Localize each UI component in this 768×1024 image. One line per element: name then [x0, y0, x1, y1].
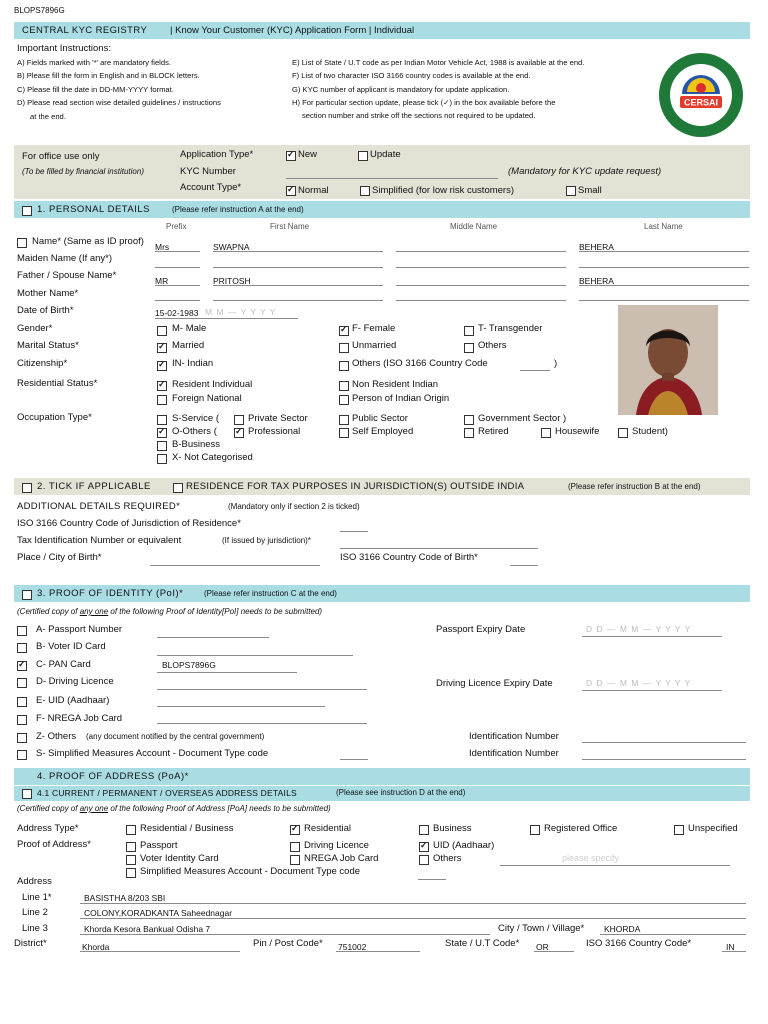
account-type-label: Account Type* [180, 182, 242, 193]
resident-individual-label: Resident Individual [172, 379, 253, 390]
instruction-h-cont: section number and strike off the sections not required to be updated. [302, 111, 536, 120]
please-specify-hint: please specify [562, 853, 620, 863]
country-code-label: ISO 3166 Country Code* [586, 938, 692, 949]
nrega-field[interactable] [157, 723, 367, 724]
poa-others-label: Others [433, 853, 462, 864]
section1-note: (Please refer instruction A at the end) [172, 205, 304, 214]
instruction-d-cont: at the end. [30, 112, 66, 121]
district-field[interactable] [80, 951, 240, 952]
passport-expiry-label: Passport Expiry Date [436, 624, 526, 635]
passport-expiry-field[interactable] [582, 636, 722, 637]
iso-birth-label: ISO 3166 Country Code of Birth* [340, 552, 478, 563]
line3-label: Line 3 [22, 923, 48, 934]
header-title: CENTRAL KYC REGISTRY [22, 25, 148, 36]
father-first-field[interactable] [213, 285, 383, 286]
citizenship-country-code-field[interactable] [520, 370, 550, 371]
name-first: SWAPNA [213, 242, 250, 252]
pio-checkbox[interactable] [339, 395, 349, 405]
pin-value: 751002 [338, 942, 367, 952]
line1-field[interactable] [80, 903, 746, 904]
city-field[interactable] [600, 934, 746, 935]
not-categorised-label: X- Not Categorised [172, 452, 253, 463]
line1-value: BASISTHA 8/203 SBI [84, 893, 166, 903]
unspecified-checkbox[interactable] [674, 825, 684, 835]
registered-office-checkbox[interactable] [530, 825, 540, 835]
self-employed-label: Self Employed [352, 426, 414, 437]
pin-label: Pin / Post Code* [253, 938, 323, 949]
poa-cert-note-end: of the following Proof of Address [PoA] needs to be submitted) [110, 804, 331, 813]
citizenship-others-checkbox[interactable] [339, 361, 349, 371]
father-prefix-field[interactable] [155, 285, 200, 286]
housewife-label: Housewife [555, 426, 600, 437]
section1-checkbox[interactable] [22, 206, 32, 216]
z-identification-number-label: Identification Number [469, 731, 559, 742]
office-use-sublabel: (To be filled by financial institution) [22, 167, 144, 176]
occupation-type-label: Occupation Type* [17, 412, 92, 423]
district-value: Khorda [82, 942, 110, 952]
pan-label: C- PAN Card [36, 659, 91, 670]
form-code: BLOPS7896G [14, 6, 65, 15]
s-identification-number-field[interactable] [582, 759, 746, 760]
iso-jurisdiction-field[interactable] [340, 531, 368, 532]
name-middle-field[interactable] [396, 251, 566, 252]
father-prefix: MR [155, 276, 169, 286]
instruction-e: E) List of State / U.T code as per Indian Motor Vehicle Act, 1988 is available at the end. [292, 58, 585, 67]
marital-others-checkbox[interactable] [464, 343, 474, 353]
father-name-label: Father / Spouse Name* [17, 270, 117, 281]
father-last-field[interactable] [579, 285, 749, 286]
iso-jurisdiction-label: ISO 3166 Country Code of Jurisdiction of Residence* [17, 518, 241, 529]
section4-1-checkbox[interactable] [22, 789, 32, 799]
nrega-checkbox[interactable] [17, 715, 27, 725]
address-type-label: Address Type* [17, 823, 79, 834]
business-label: B-Business [172, 439, 221, 450]
instruction-b: B) Please fill the form in English and in BLOCK letters. [17, 71, 200, 80]
city-value: KHORDA [604, 924, 641, 934]
resident-individual-checkbox[interactable] [157, 381, 167, 391]
registered-office-label: Registered Office [544, 823, 618, 834]
poa-uid-checkbox[interactable] [419, 842, 429, 852]
indian-checkbox[interactable] [157, 361, 167, 371]
z-others-checkbox[interactable] [17, 733, 27, 743]
unmarried-label: Unmarried [352, 340, 397, 351]
name-prefix-field[interactable] [155, 251, 200, 252]
student-label: Student) [632, 426, 668, 437]
female-label: F- Female [352, 323, 396, 334]
poa-driving-checkbox[interactable] [290, 842, 300, 852]
poi-cert-note-start: (Certified copy of [17, 607, 78, 616]
pio-label: Person of Indian Origin [352, 393, 450, 404]
col-last-name: Last Name [644, 222, 683, 231]
professional-checkbox[interactable] [234, 428, 244, 438]
o-others-checkbox[interactable] [157, 428, 167, 438]
tin-note: (If issued by jurisdiction)* [222, 536, 311, 545]
female-checkbox[interactable] [339, 326, 349, 336]
public-sector-checkbox[interactable] [339, 415, 349, 425]
retired-checkbox[interactable] [464, 428, 474, 438]
instruction-f: F) List of two character ISO 3166 country codes is available at the end. [292, 71, 531, 80]
place-of-birth-field[interactable] [150, 565, 320, 566]
state-value: OR [536, 942, 549, 952]
poa-nrega-label: NREGA Job Card [304, 853, 379, 864]
section3-checkbox[interactable] [22, 590, 32, 600]
driving-licence-checkbox[interactable] [17, 678, 27, 688]
housewife-checkbox[interactable] [541, 428, 551, 438]
cersai-logo-icon [658, 52, 744, 138]
nri-label: Non Resident Indian [352, 379, 439, 390]
poa-passport-label: Passport [140, 840, 178, 851]
name-last: BEHERA [579, 242, 614, 252]
instruction-a: A) Fields marked with '*' are mandatory fields. [17, 58, 171, 67]
section4-1-note: (Please see instruction D at the end) [336, 788, 466, 797]
father-middle-field[interactable] [396, 285, 566, 286]
update-checkbox[interactable] [358, 151, 368, 161]
simplified-poi-code-field[interactable] [340, 759, 368, 760]
driving-licence-field[interactable] [157, 689, 367, 690]
father-last: BEHERA [579, 276, 614, 286]
col-first-name: First Name [270, 222, 310, 231]
residential-business-checkbox[interactable] [126, 825, 136, 835]
poa-voter-label: Voter Identity Card [140, 853, 219, 864]
private-sector-checkbox[interactable] [234, 415, 244, 425]
name-label: Name* (Same as ID proof) [32, 236, 144, 247]
residential-checkbox[interactable] [290, 825, 300, 835]
business-checkbox[interactable] [157, 441, 167, 451]
applicant-photo [618, 305, 718, 415]
section4-1-title: 4.1 CURRENT / PERMANENT / OVERSEAS ADDRESS DETAILS [37, 788, 297, 798]
passport-expiry-hint: D D — M M — Y Y Y Y [586, 624, 692, 634]
mother-last-field[interactable] [579, 300, 749, 301]
married-checkbox[interactable] [157, 343, 167, 353]
line2-label: Line 2 [22, 907, 48, 918]
name-prefix: Mrs [155, 242, 170, 252]
s-identification-number-label: Identification Number [469, 748, 559, 759]
unmarried-checkbox[interactable] [339, 343, 349, 353]
office-use-label: For office use only [22, 151, 100, 162]
male-label: M- Male [172, 323, 207, 334]
section1-title: 1. PERSONAL DETAILS [37, 204, 150, 215]
foreign-national-checkbox[interactable] [157, 395, 167, 405]
section4-title: 4. PROOF OF ADDRESS (PoA)* [37, 771, 189, 782]
marital-status-label: Marital Status* [17, 340, 79, 351]
passport-label: A- Passport Number [36, 624, 123, 635]
self-employed-checkbox[interactable] [339, 428, 349, 438]
male-checkbox[interactable] [157, 326, 167, 336]
line3-value: Khorda Kesora Bankual Odisha 7 [84, 924, 211, 934]
address-business-checkbox[interactable] [419, 825, 429, 835]
mother-middle-field[interactable] [396, 300, 566, 301]
poa-simplified-checkbox[interactable] [126, 868, 136, 878]
voter-id-label: B- Voter ID Card [36, 641, 106, 652]
normal-label: Normal [298, 185, 329, 196]
mother-first-field[interactable] [213, 300, 383, 301]
z-others-label: Z- Others [36, 731, 77, 742]
private-sector-label: Private Sector [248, 413, 308, 424]
dob-value: 15-02-1983 [155, 308, 199, 318]
nri-checkbox[interactable] [339, 381, 349, 391]
kyc-number-field[interactable] [286, 178, 498, 179]
gender-label: Gender* [17, 323, 53, 334]
s-service-label: S-Service ( [172, 413, 219, 424]
dl-expiry-hint: D D — M M — Y Y Y Y [586, 678, 692, 688]
residential-status-label: Residential Status* [17, 378, 98, 389]
transgender-label: T- Transgender [478, 323, 543, 334]
residential-label: Residential [304, 823, 351, 834]
passport-number-field[interactable] [157, 637, 269, 638]
col-middle-name: Middle Name [450, 222, 498, 231]
poa-driving-label: Driving Licence [304, 840, 369, 851]
line2-value: COLONY,KORADKANTA Saheednagar [84, 908, 233, 918]
city-label: City / Town / Village* [498, 923, 585, 934]
pin-field[interactable] [336, 951, 420, 952]
uid-label: E- UID (Aadhaar) [36, 695, 110, 706]
citizenship-label: Citizenship* [17, 358, 68, 369]
simplified-label: Simplified (for low risk customers) [372, 185, 514, 196]
voter-id-checkbox[interactable] [17, 643, 27, 653]
application-type-label: Application Type* [180, 149, 254, 160]
mother-prefix-field[interactable] [155, 300, 200, 301]
simplified-poi-label: S- Simplified Measures Account - Document Type code [36, 748, 269, 759]
new-label: New [298, 149, 318, 160]
header-subtitle: | Know Your Customer (KYC) Application Form | Individual [170, 25, 415, 36]
dl-expiry-field[interactable] [582, 690, 722, 691]
not-categorised-checkbox[interactable] [157, 454, 167, 464]
simplified-poi-checkbox[interactable] [17, 750, 27, 760]
pan-field[interactable] [157, 672, 297, 673]
simplified-checkbox[interactable] [360, 186, 370, 196]
professional-label: Professional [248, 426, 301, 437]
address-business-label: Business [433, 823, 472, 834]
section2-note: (Please refer instruction B at the end) [568, 482, 701, 491]
marital-others-label: Others [478, 340, 507, 351]
government-sector-checkbox[interactable] [464, 415, 474, 425]
poi-cert-note-end: of the following Proof of Identity[PoI] needs to be submitted) [110, 607, 323, 616]
married-label: Married [172, 340, 205, 351]
poa-others-field[interactable] [500, 865, 730, 866]
place-of-birth-label: Place / City of Birth* [17, 552, 102, 563]
poa-simplified-label: Simplified Measures Account - Document Type code [140, 866, 361, 877]
dob-label: Date of Birth* [17, 305, 74, 316]
section2-checkbox[interactable] [22, 483, 32, 493]
iso-birth-field[interactable] [510, 565, 538, 566]
tin-field[interactable] [340, 548, 538, 549]
nrega-label: F- NREGA Job Card [36, 713, 123, 724]
dl-expiry-label: Driving Licence Expiry Date [436, 678, 553, 689]
update-label: Update [370, 149, 401, 160]
s-service-checkbox[interactable] [157, 415, 167, 425]
uid-checkbox[interactable] [17, 697, 27, 707]
line3-field[interactable] [80, 934, 490, 935]
uid-field[interactable] [157, 706, 325, 707]
maiden-first-field[interactable] [213, 267, 383, 268]
dob-field[interactable] [155, 318, 298, 319]
name-first-field[interactable] [213, 251, 383, 252]
poi-cert-note [17, 607, 322, 616]
kyc-note: (Mandatory for KYC update request) [508, 166, 662, 177]
instruction-g: G) KYC number of applicant is mandatory for update application. [292, 85, 510, 94]
instruction-h: H) For particular section update, please tick (✓) in the box available before the [292, 98, 556, 107]
line1-label: Line 1* [22, 892, 52, 903]
kyc-number-label: KYC Number [180, 166, 236, 177]
maiden-last-field[interactable] [579, 267, 749, 268]
poa-any-one: any one [79, 804, 109, 813]
citizenship-close-paren: ) [554, 358, 558, 369]
tin-label: Tax Identification Number or equivalent [17, 535, 182, 546]
citizenship-others-label: Others (ISO 3166 Country Code [352, 358, 488, 369]
poa-others-checkbox[interactable] [419, 855, 429, 865]
poa-cert-note [17, 804, 331, 813]
section2-title2: RESIDENCE FOR TAX PURPOSES IN JURISDICTION(S) OUTSIDE INDIA [186, 481, 525, 492]
poa-simplified-code-field[interactable] [418, 879, 446, 880]
section3-note: (Please refer instruction C at the end) [204, 589, 337, 598]
indian-label: IN- Indian [172, 358, 214, 369]
name-checkbox[interactable] [17, 238, 27, 248]
instruction-c: C) Please fill the date in DD-MM-YYYY format. [17, 85, 174, 94]
o-others-label: O-Others ( [172, 426, 217, 437]
student-checkbox[interactable] [618, 428, 628, 438]
maiden-name-label: Maiden Name (If any*) [17, 253, 113, 264]
additional-details-note: (Mandatory only if section 2 is ticked) [228, 502, 360, 511]
poi-any-one: any one [79, 607, 109, 616]
foreign-national-label: Foreign National [172, 393, 242, 404]
maiden-prefix-field[interactable] [155, 267, 200, 268]
driving-licence-label: D- Driving Licence [36, 676, 114, 687]
address-label: Address [17, 876, 52, 887]
new-checkbox[interactable] [286, 151, 296, 161]
retired-label: Retired [478, 426, 509, 437]
poa-voter-checkbox[interactable] [126, 855, 136, 865]
additional-details-label: ADDITIONAL DETAILS REQUIRED* [17, 501, 181, 512]
instructions-heading: Important Instructions: [17, 43, 111, 54]
z-others-note: (any document notified by the central government) [86, 732, 265, 741]
normal-checkbox[interactable] [286, 186, 296, 196]
proof-of-address-label: Proof of Address* [17, 839, 91, 850]
country-code-value: IN [726, 942, 735, 952]
maiden-middle-field[interactable] [396, 267, 566, 268]
voter-id-field[interactable] [157, 655, 353, 656]
district-label: District* [14, 938, 47, 949]
state-label: State / U.T Code* [445, 938, 520, 949]
father-first: PRITOSH [213, 276, 251, 286]
small-checkbox[interactable] [566, 186, 576, 196]
country-code-field[interactable] [722, 951, 746, 952]
tax-residence-checkbox[interactable] [173, 483, 183, 493]
pan-checkbox[interactable] [17, 661, 27, 671]
line2-field[interactable] [80, 918, 746, 919]
mother-name-label: Mother Name* [17, 288, 79, 299]
small-label: Small [578, 185, 602, 196]
instruction-d: D) Please read section wise detailed guidelines / instructions [17, 98, 221, 107]
pan-value: BLOPS7896G [162, 660, 216, 670]
logo-text: CERSAI [683, 97, 719, 108]
passport-checkbox[interactable] [17, 626, 27, 636]
col-prefix: Prefix [166, 222, 187, 231]
government-sector-label: Government Sector ) [478, 413, 567, 424]
section2-title: 2. TICK IF APPLICABLE [37, 481, 151, 492]
z-identification-number-field[interactable] [582, 742, 746, 743]
state-field[interactable] [534, 951, 574, 952]
public-sector-label: Public Sector [352, 413, 408, 424]
poa-nrega-checkbox[interactable] [290, 855, 300, 865]
transgender-checkbox[interactable] [464, 326, 474, 336]
poa-cert-note-start: (Certified copy of [17, 804, 78, 813]
name-last-field[interactable] [579, 251, 749, 252]
unspecified-label: Unspecified [688, 823, 738, 834]
section3-title: 3. PROOF OF IDENTITY (PoI)* [37, 588, 184, 599]
residential-business-label: Residential / Business [140, 823, 234, 834]
poa-uid-label: UID (Aadhaar) [433, 840, 495, 851]
dob-hint: M M — Y Y Y Y [205, 307, 277, 317]
poa-passport-checkbox[interactable] [126, 842, 136, 852]
